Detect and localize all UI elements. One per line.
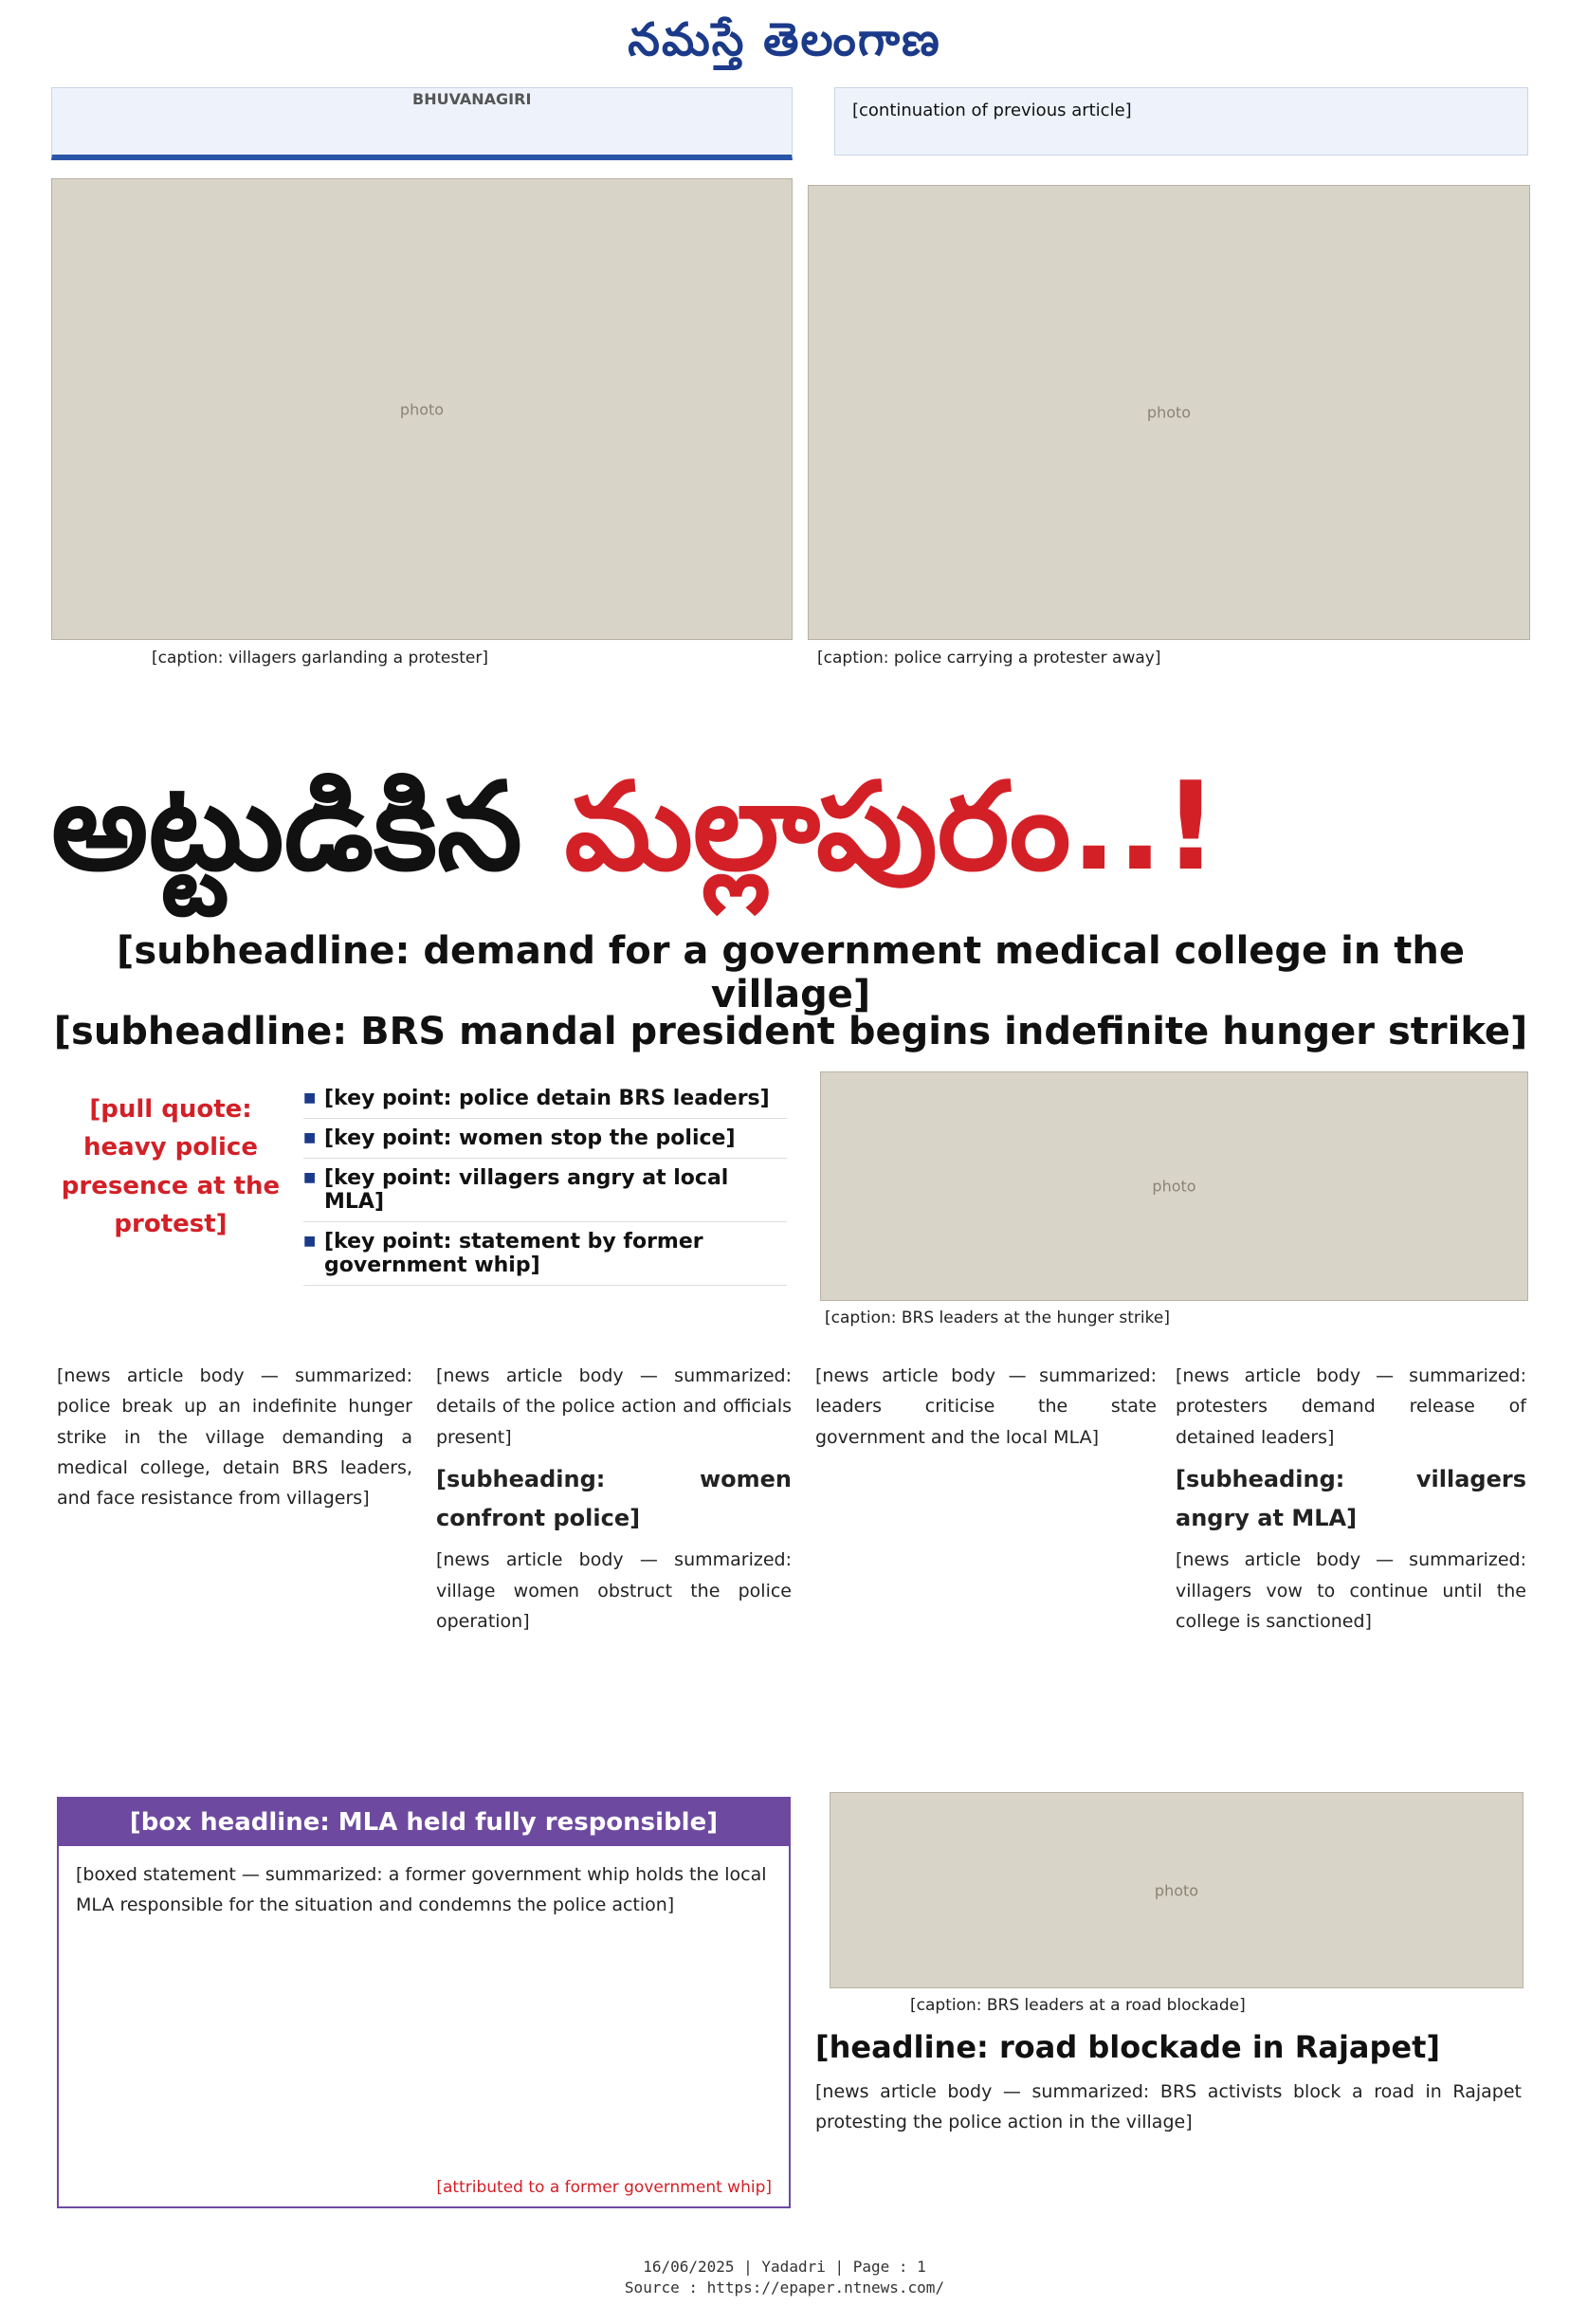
pull-quote: [pull quote: heavy police presence at the protest] — [61, 1095, 281, 1238]
article-col-4 — [1176, 1361, 1526, 1637]
statement-box — [57, 1797, 791, 2208]
article-text: [news article body — summarized: protesters demand release of detained leaders] — [1176, 1365, 1526, 1448]
article-text: [news article body — summarized: leaders criticise the state government and the local MLA] — [815, 1365, 1157, 1448]
deck-line2: [subheadline: BRS mandal president begins indefinite hunger strike] — [53, 1010, 1528, 1053]
caption-photo-mid: [caption: BRS leaders at the hunger strike] — [825, 1308, 1170, 1327]
deck-line1: [subheadline: demand for a government medical college in the village] — [117, 929, 1465, 1016]
page-footer — [0, 2257, 1569, 2299]
rajapet-headline: [headline: road blockade in Rajapet] — [815, 2029, 1441, 2065]
bullet-item: ■ [key point: villagers angry at local MLA] — [303, 1159, 787, 1222]
caption-photo-left: [caption: villagers garlanding a protester] — [152, 649, 488, 668]
main-headline — [51, 749, 1530, 906]
prev-article-right — [834, 87, 1528, 156]
prev-article-left — [51, 87, 793, 160]
statement-signature: [attributed to a former government whip] — [436, 2178, 772, 2197]
photo-rasta-roko: photo — [830, 1792, 1523, 1988]
bullet-item: ■ [key point: police detain BRS leaders] — [303, 1079, 787, 1119]
bullet-item: ■ [key point: women stop the police] — [303, 1119, 787, 1159]
article-text: [news article body — summarized: village women obstruct the police operation] — [436, 1549, 792, 1633]
bullet-list — [303, 1079, 787, 1286]
photo-hunger-strike: photo — [820, 1071, 1528, 1301]
headline-part2: మల్లాపురం..! — [564, 757, 1219, 898]
prev-article-text: [continuation of previous article] — [852, 101, 1132, 120]
caption-photo-right: [caption: police carrying a protester away] — [817, 649, 1161, 668]
article-col-1 — [57, 1361, 412, 1513]
photo-arrest: photo — [808, 185, 1530, 640]
photo-garlanding: photo — [51, 178, 793, 640]
bullet-item: ■ [key point: statement by former government whip] — [303, 1222, 787, 1286]
article-subhead: [subheading: villagers angry at MLA] — [1176, 1465, 1526, 1531]
newspaper-logo: నమస్తే తెలంగాణ — [628, 13, 941, 66]
statement-title: [box headline: MLA held fully responsible] — [59, 1799, 789, 1846]
location-tag: BHUVANAGIRI — [412, 90, 532, 108]
masthead — [0, 0, 1569, 83]
footer-date-line: 16/06/2025 | Yadadri | Page : 1 — [643, 2258, 926, 2276]
article-subhead: [subheading: women confront police] — [436, 1465, 792, 1531]
article-col-3 — [815, 1361, 1157, 1453]
statement-text: [boxed statement — summarized: a former government whip holds the local MLA responsible for the situation and condemns the police action] — [76, 1864, 767, 1916]
footer-source-line: Source : https://epaper.ntnews.com/ — [624, 2278, 945, 2297]
article-text: [news article body — summarized: police break up an indefinite hunger strike in the village demanding a medical college, detain BRS leaders, and face resistance from villagers] — [57, 1365, 412, 1510]
caption-photo-bottom: [caption: BRS leaders at a road blockade] — [910, 1996, 1246, 2015]
article-text: [news article body — summarized: BRS activists block a road in Rajapet protesting the police action in the village] — [815, 2081, 1522, 2133]
article-col-2 — [436, 1361, 792, 1637]
rajapet-article — [815, 2077, 1522, 2138]
article-text: [news article body — summarized: details of the police action and officials present] — [436, 1365, 792, 1448]
headline-part1: అట్టుడికిన — [51, 757, 522, 898]
article-text: [news article body — summarized: villagers vow to continue until the college is sanctioned] — [1176, 1549, 1526, 1633]
